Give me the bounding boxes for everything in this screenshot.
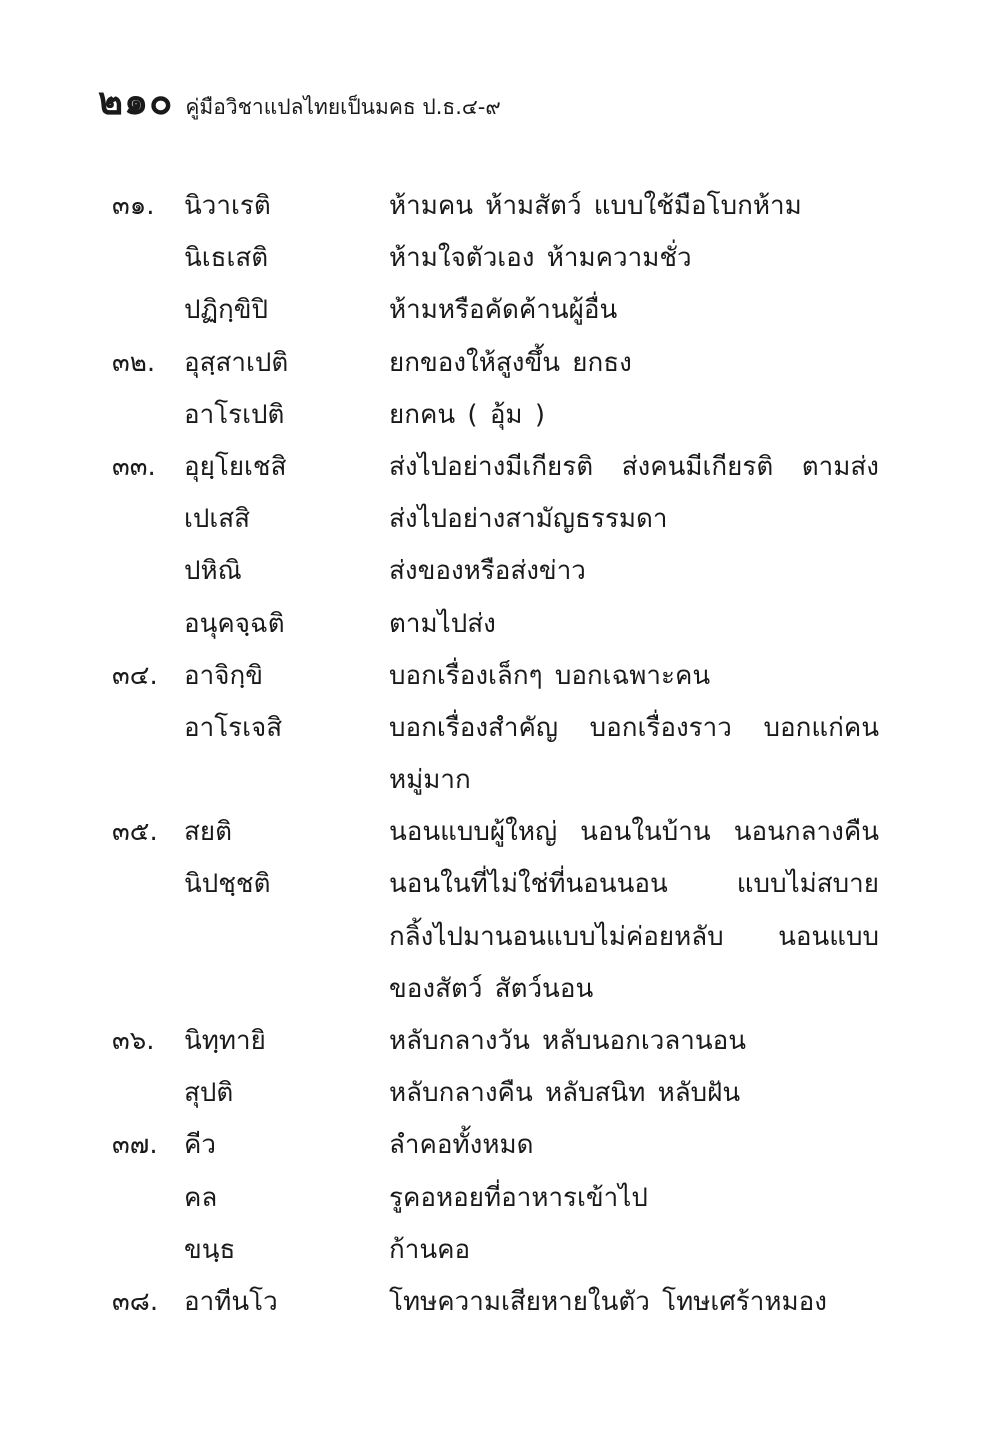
entry-number: ๓๓. <box>112 451 156 482</box>
page-header <box>98 70 501 131</box>
entry-number: ๓๘. <box>112 1286 159 1317</box>
pali-term: ปฏิกฺขิปิ <box>184 295 268 326</box>
thai-definition: บอกเรื่องเล็กๆ บอกเฉพาะคน <box>389 660 711 691</box>
pali-term: อาทีนโว <box>184 1286 278 1317</box>
pali-term: อาโรเปติ <box>184 399 285 430</box>
thai-definition: ห้ามคน ห้ามสัตว์ แบบใช้มือโบกห้าม <box>389 191 802 221</box>
vocabulary-row <box>0 1276 1000 1328</box>
vocabulary-row <box>0 545 1000 597</box>
vocabulary-row <box>0 337 1000 389</box>
pali-term: อาโรเจสิ <box>184 712 283 743</box>
pali-term: ปหิณิ <box>184 556 242 587</box>
thai-definition: ห้ามใจตัวเอง ห้ามความชั่ว <box>389 243 692 274</box>
thai-definition: ห้ามหรือคัดค้านผู้อื่น <box>389 295 618 326</box>
thai-definition: หลับกลางคืน หลับสนิท หลับฝัน <box>389 1078 741 1109</box>
thai-definition: นอนแบบผู้ใหญ่ นอนในบ้าน นอนกลางคืน <box>389 817 879 848</box>
vocabulary-row <box>0 806 1000 858</box>
vocabulary-list <box>0 180 1000 1328</box>
vocabulary-row <box>0 650 1000 702</box>
pali-term: ขนฺธ <box>184 1234 236 1265</box>
pali-term: อนุคจฺฉติ <box>184 608 285 639</box>
vocabulary-row <box>0 963 1000 1015</box>
thai-definition: ก้านคอ <box>389 1234 471 1265</box>
vocabulary-row <box>0 441 1000 493</box>
thai-definition: ส่งไปอย่างมีเกียรติ ส่งคนมีเกียรติ ตามส่ง <box>389 451 879 482</box>
entry-number: ๓๔. <box>112 660 158 691</box>
entry-number: ๓๖. <box>112 1026 155 1056</box>
pali-term: นิทฺทายิ <box>184 1026 266 1056</box>
vocabulary-row <box>0 1015 1000 1067</box>
vocabulary-row <box>0 1224 1000 1276</box>
thai-definition: ยกคน ( อุ้ม ) <box>389 399 545 430</box>
thai-definition: ส่งไปอย่างสามัญธรรมดา <box>389 504 668 535</box>
vocabulary-row <box>0 180 1000 232</box>
pali-term: อาจิกฺขิ <box>184 660 263 691</box>
thai-definition: นอนในที่ไม่ใช่ที่นอนนอน แบบไม่สบาย <box>389 869 879 900</box>
vocabulary-row <box>0 754 1000 806</box>
thai-definition: บอกเรื่องสำคัญ บอกเรื่องราว บอกแก่คน <box>389 712 879 743</box>
vocabulary-row <box>0 1172 1000 1224</box>
pali-term: เปเสสิ <box>184 504 251 535</box>
entry-number: ๓๒. <box>112 347 156 378</box>
pali-term: นิปชฺชติ <box>184 869 271 900</box>
thai-definition: หมู่มาก <box>389 765 471 796</box>
vocabulary-row <box>0 232 1000 284</box>
book-title: คู่มือวิชาแปลไทยเป็นมคธ ป.ธ.๔-๙ <box>185 95 501 119</box>
thai-definition: รูคอหอยที่อาหารเข้าไป <box>389 1182 648 1213</box>
thai-definition: หลับกลางวัน หลับนอกเวลานอน <box>389 1026 747 1056</box>
thai-definition: ลำคอทั้งหมด <box>389 1130 534 1161</box>
pali-term: นิวาเรติ <box>184 191 271 221</box>
entry-number: ๓๗. <box>112 1130 158 1161</box>
vocabulary-row <box>0 858 1000 910</box>
pali-term: อุสฺสาเปติ <box>184 347 289 378</box>
thai-definition: ของสัตว์ สัตว์นอน <box>389 973 594 1004</box>
thai-definition: ยกของให้สูงขึ้น ยกธง <box>389 347 632 378</box>
vocabulary-row <box>0 1119 1000 1171</box>
thai-definition: โทษความเสียหายในตัว โทษเศร้าหมอง <box>389 1286 827 1317</box>
entry-number: ๓๑. <box>112 191 155 221</box>
pali-term: สุปติ <box>184 1078 234 1109</box>
entry-number: ๓๕. <box>112 817 158 848</box>
vocabulary-row <box>0 389 1000 441</box>
vocabulary-row <box>0 493 1000 545</box>
vocabulary-row <box>0 598 1000 650</box>
pali-term: นิเธเสติ <box>184 243 269 274</box>
pali-term: คีว <box>184 1130 216 1161</box>
vocabulary-row <box>0 911 1000 963</box>
thai-definition: ตามไปส่ง <box>389 608 496 639</box>
pali-term: สยติ <box>184 817 232 848</box>
thai-definition: กลิ้งไปมานอนแบบไม่ค่อยหลับ นอนแบบ <box>389 921 879 952</box>
vocabulary-row <box>0 1067 1000 1119</box>
thai-definition: ส่งของหรือส่งข่าว <box>389 556 586 587</box>
pali-term: คล <box>184 1182 218 1213</box>
page-number: ๒๑๐ <box>98 79 174 123</box>
pali-term: อุยฺโยเชสิ <box>184 451 287 482</box>
vocabulary-row <box>0 702 1000 754</box>
vocabulary-row <box>0 284 1000 336</box>
